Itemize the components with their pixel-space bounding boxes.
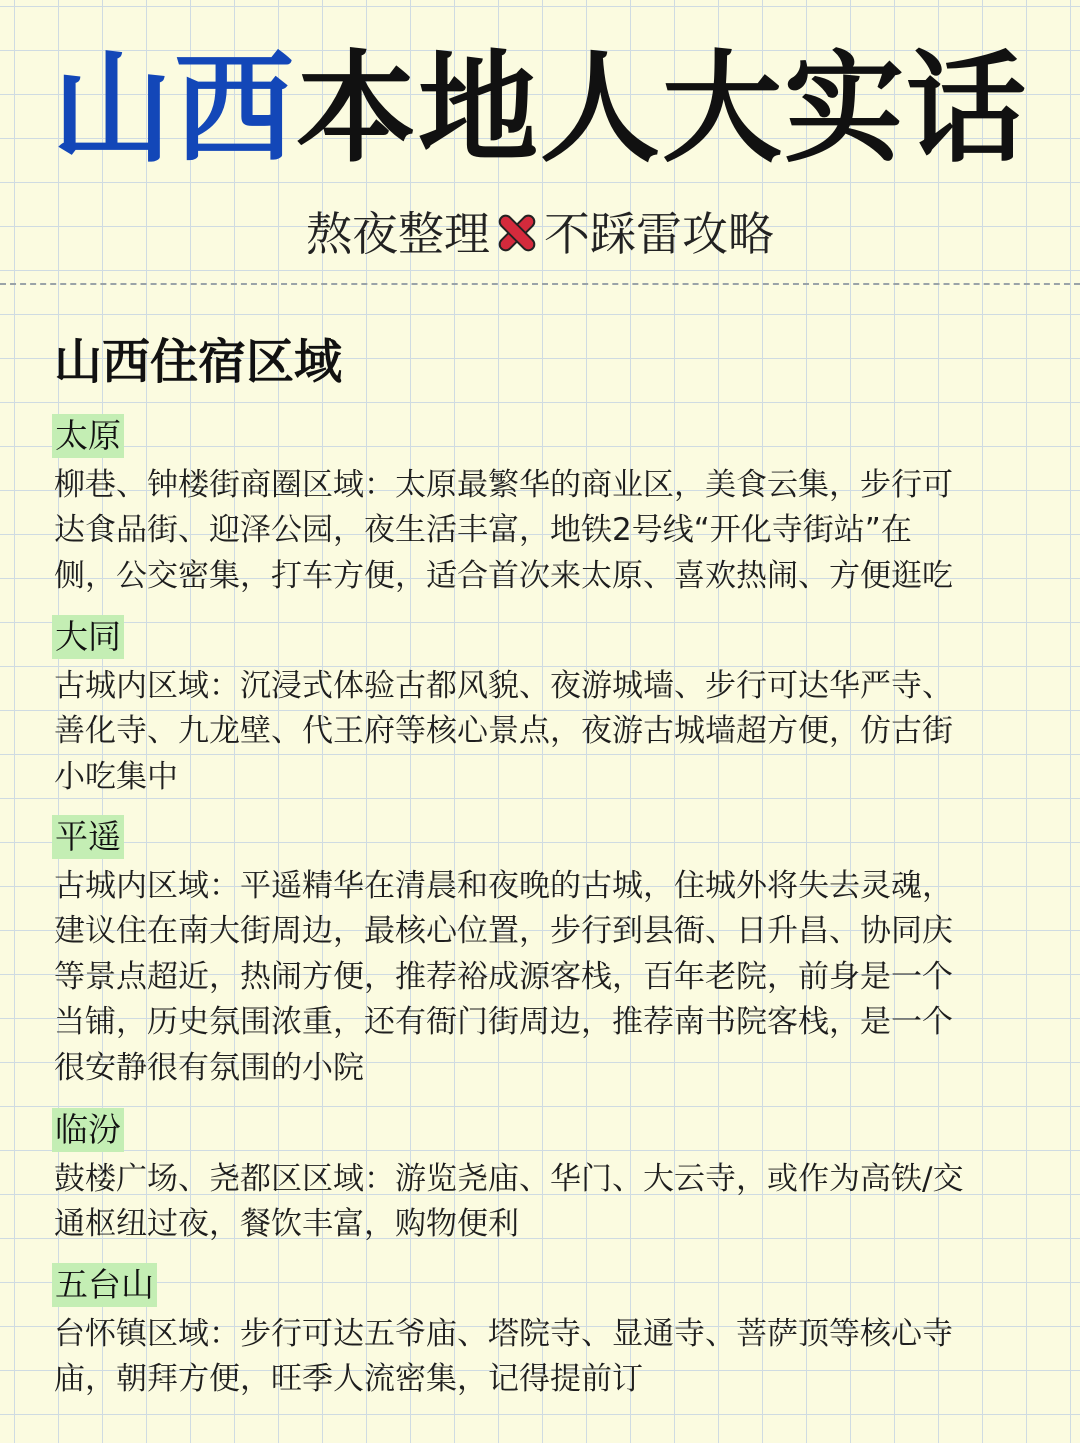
subtitle-after: 不踩雷攻略 [544, 207, 774, 261]
city-description [54, 1157, 1034, 1248]
city-description [54, 864, 1034, 1092]
city-description [54, 463, 1034, 600]
description-line: 台怀镇区域：步行可达五爷庙、塔院寺、显通寺、菩萨顶等核心寺 [54, 1315, 953, 1352]
description-line: 达食品街、迎泽公园，夜生活丰富，地铁2号线“开化寺街站”在 [54, 512, 912, 548]
city-tag: 平遥 [52, 815, 124, 859]
title-rest: 本地人大实话 [296, 40, 1028, 179]
city-tag: 太原 [52, 414, 124, 458]
city-block-pingyao [54, 815, 1034, 1091]
description-line: 古城内区域：沉浸式体验古都风貌、夜游城墙、步行可达华严寺、 [54, 667, 953, 704]
description-line: 小吃集中 [54, 758, 178, 795]
description-line: 侧，公交密集，打车方便，适合首次来太原、喜欢热闹、方便逛吃 [54, 557, 953, 594]
city-tag: 临汾 [52, 1108, 124, 1152]
description-line: 鼓楼广场、尧都区区域：游览尧庙、华门、大云寺，或作为高铁/交 [54, 1160, 964, 1197]
description-line: 善化寺、九龙壁、代王府等核心景点，夜游古城墙超方便，仿古街 [54, 713, 953, 749]
dashed-divider [0, 283, 1080, 285]
cross-mark-icon [494, 210, 540, 256]
city-block-linfen [54, 1108, 1034, 1248]
city-tag: 五台山 [52, 1263, 157, 1307]
header [0, 40, 1080, 264]
description-line: 建议住在南大街周边，最核心位置，步行到县衙、日升昌、协同庆 [54, 913, 953, 949]
city-block-datong [54, 615, 1034, 800]
section-title: 山西住宿区域 [54, 334, 343, 390]
title-accent: 山西 [52, 40, 296, 179]
description-line: 通枢纽过夜，餐饮丰富，购物便利 [54, 1206, 519, 1242]
description-line: 当铺，历史氛围浓重，还有衙门街周边，推荐南书院客栈，是一个 [54, 1004, 953, 1040]
subtitle [0, 204, 1080, 264]
city-description [54, 664, 1034, 801]
subtitle-before: 熬夜整理 [306, 207, 490, 261]
city-block-wutaishan [54, 1263, 1034, 1403]
description-line: 柳巷、钟楼街商圈区域：太原最繁华的商业区，美食云集，步行可 [54, 466, 953, 503]
description-line: 很安静很有氛围的小院 [54, 1049, 364, 1086]
city-tag: 大同 [52, 615, 124, 659]
description-line: 庙，朝拜方便，旺季人流密集，记得提前订 [54, 1361, 643, 1397]
description-line: 等景点超近，热闹方便，推荐裕成源客栈，百年老院，前身是一个 [54, 958, 953, 995]
page-title [0, 40, 1080, 180]
city-block-taiyuan [54, 414, 1034, 599]
description-line: 古城内区域：平遥精华在清晨和夜晚的古城，住城外将失去灵魂， [54, 867, 953, 904]
city-description [54, 1312, 1034, 1403]
